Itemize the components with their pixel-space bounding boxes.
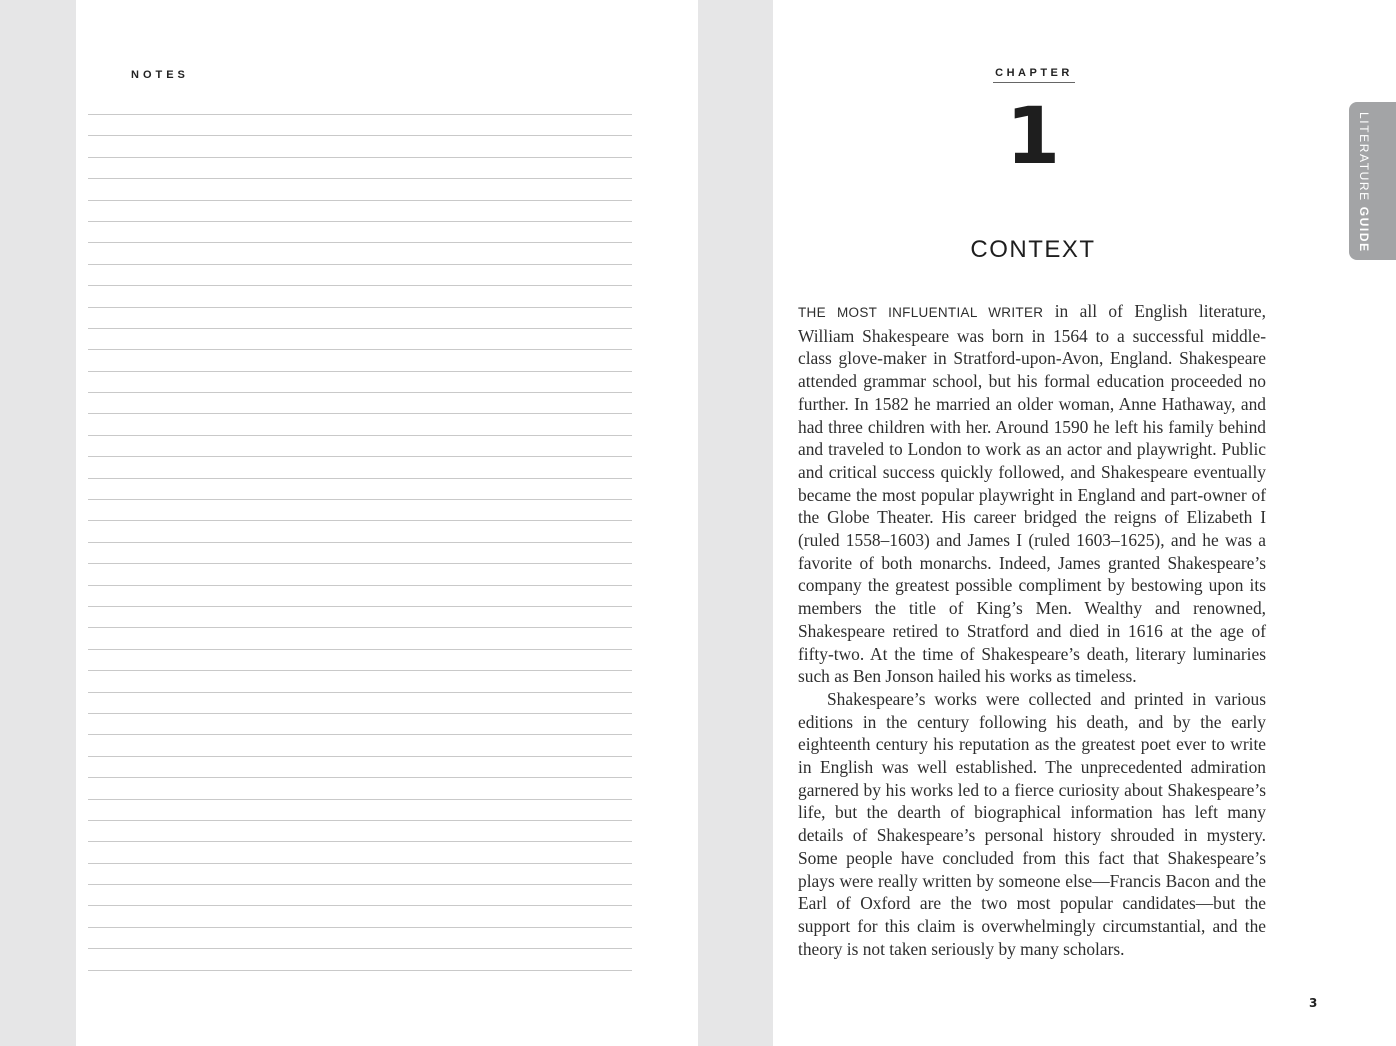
notes-rule-line [88, 777, 632, 798]
section-title: CONTEXT [970, 236, 1096, 263]
notes-rule-line [88, 135, 632, 156]
notes-rule-line [88, 948, 632, 969]
body-text [798, 300, 1266, 960]
notes-rule-line [88, 627, 632, 648]
notes-ruled-lines [88, 114, 632, 971]
notes-rule-line [88, 114, 632, 135]
notes-rule-line [88, 264, 632, 285]
notes-rule-line [88, 520, 632, 541]
notes-rule-line [88, 349, 632, 370]
notes-rule-line [88, 392, 632, 413]
notes-rule-line [88, 242, 632, 263]
notes-rule-line [88, 221, 632, 242]
notes-rule-line [88, 799, 632, 820]
notes-rule-line [88, 970, 632, 971]
notes-rule-line [88, 841, 632, 862]
notes-page [76, 0, 698, 1046]
notes-rule-line [88, 820, 632, 841]
notes-rule-line [88, 905, 632, 926]
notes-rule-line [88, 178, 632, 199]
notes-rule-line [88, 328, 632, 349]
notes-rule-line [88, 307, 632, 328]
notes-rule-line [88, 863, 632, 884]
chapter-label: CHAPTER [993, 67, 1075, 83]
notes-rule-line [88, 478, 632, 499]
side-tab-label [1357, 112, 1371, 253]
notes-rule-line [88, 927, 632, 948]
notes-rule-line [88, 499, 632, 520]
notes-rule-line [88, 884, 632, 905]
notes-heading: NOTES [131, 69, 189, 81]
notes-rule-line [88, 413, 632, 434]
paragraph-1 [798, 300, 1266, 688]
notes-rule-line [88, 563, 632, 584]
side-tab-label-bold: GUIDE [1357, 206, 1371, 253]
chapter-number: 1 [1005, 92, 1061, 182]
notes-rule-line [88, 157, 632, 178]
notes-rule-line [88, 285, 632, 306]
notes-rule-line [88, 435, 632, 456]
notes-rule-line [88, 649, 632, 670]
literature-guide-tab [1349, 102, 1396, 260]
notes-rule-line [88, 734, 632, 755]
notes-rule-line [88, 606, 632, 627]
lead-in-text: THE MOST INFLUENTIAL WRITER [798, 305, 1044, 320]
notes-rule-line [88, 456, 632, 477]
notes-rule-line [88, 713, 632, 734]
chapter-page [773, 0, 1396, 1046]
notes-rule-line [88, 371, 632, 392]
notes-rule-line [88, 692, 632, 713]
notes-rule-line [88, 542, 632, 563]
notes-rule-line [88, 670, 632, 691]
notes-rule-line [88, 756, 632, 777]
notes-rule-line [88, 585, 632, 606]
paragraph-1-text: in all of English literature, William Shakespeare was born in 1564 to a successful middle-class glove-maker in Stratford-upon-Avon, England. Shakespeare attended grammar school, but his formal education proceeded no further. In 1582 he married an older woman, Anne Hathaway, and had three children with her. Around 1590 he left his family behind and traveled to London to work as an actor and playwright. Public and critical success quickly followed, and Shakespeare eventually became the most popular playwright in England and part-owner of the Globe Theater. His career bridged the reigns of Elizabeth I (ruled 1558–1603) and James I (ruled 1603–1625), and he was a favorite of both monarchs. Indeed, James granted Shakespeare’s company the greatest possible compliment by bestowing upon its members the title of King’s Men. Wealthy and renowned, Shakespeare retired to Stratford and died in 1616 at the age of fifty-two. At the time of Shakespeare’s death, literary luminaries such as Ben Jonson hailed his works as timeless. [798, 301, 1266, 687]
page-number: 3 [1309, 996, 1318, 1010]
side-tab-label-light: LITERATURE [1357, 112, 1371, 207]
notes-rule-line [88, 200, 632, 221]
paragraph-2: Shakespeare’s works were collected and printed in various editions in the century following his death, and by the early eighteenth century his reputation as the greatest poet ever to write in English was well established. The unprecedented admiration garnered by his works led to a fierce curiosity about Shakespeare’s life, but the dearth of biographical information has left many details of Shakespeare’s personal history shrouded in mystery. Some people have concluded from this fact that Shakespeare’s plays were really written by someone else—Francis Bacon and the Earl of Oxford are the two most popular candidates—but the support for this claim is overwhelmingly circumstantial, and the theory is not taken seriously by many scholars. [798, 688, 1266, 959]
